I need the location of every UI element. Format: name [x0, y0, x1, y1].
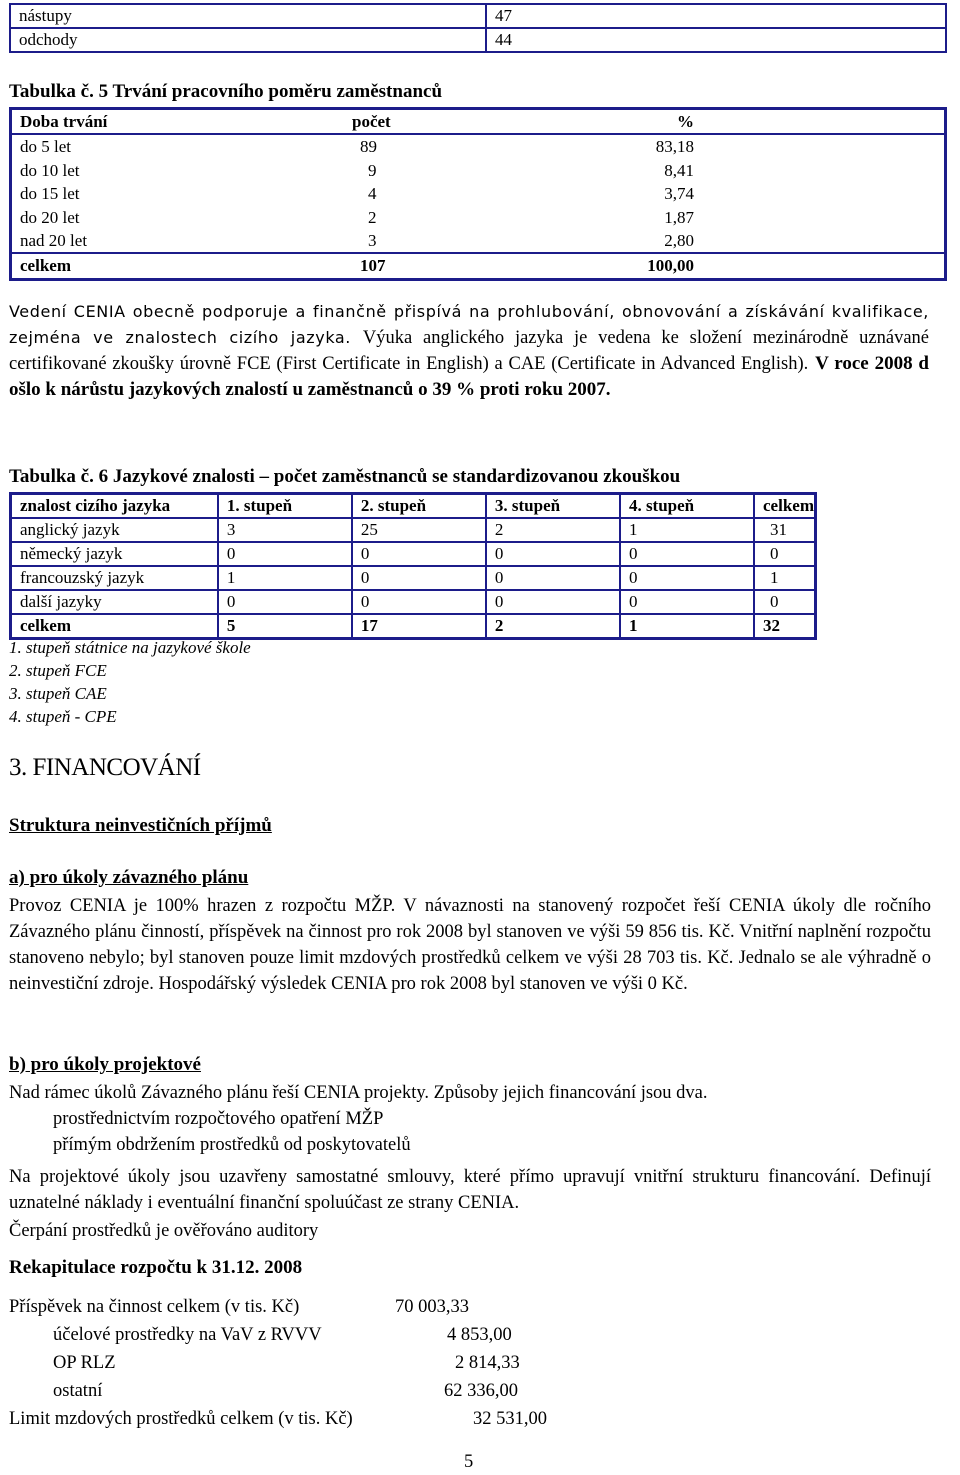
header-cell: počet [260, 109, 602, 135]
table-cell: 0 [620, 542, 754, 566]
list-item: prostřednictvím rozpočtového opatření MŽP [53, 1109, 384, 1129]
paragraph-bold-text: V roce 2008 d ošlo k nárůstu jazykových znalostí u zaměstnanců o 39 % proti roku 2007. [9, 353, 930, 400]
table5-title: Tabulka č. 5 Trvání pracovního poměru zaměstnanců [9, 81, 443, 102]
table-cell: 3 [218, 518, 352, 542]
limit-value: 32 531,00 [473, 1409, 547, 1429]
table-cell: německý jazyk [11, 542, 218, 566]
table-cell: celkem [11, 253, 261, 279]
recap-total-label: Příspěvek na činnost celkem (v tis. Kč) [9, 1297, 300, 1317]
table-cell: 0 [754, 590, 815, 614]
table-cell: další jazyky [11, 590, 218, 614]
table-cell: 5 [218, 614, 352, 639]
table-cell: 0 [754, 542, 815, 566]
table-cell: 9 [368, 160, 377, 180]
table-total-row [11, 253, 946, 279]
recap-item-label: ostatní [53, 1381, 103, 1401]
table-row [10, 28, 946, 52]
table-row [11, 518, 816, 542]
table-cell: 2,80 [664, 231, 694, 251]
language-skills-table [9, 492, 817, 640]
table-cell: nástupy [10, 4, 486, 28]
paragraph-text: Na projektové úkoly jsou uzavřeny samostatné smlouvy, které přímo upravují vnitřní strukturu financování. Definují uznatelné náklady i eventuální finanční spoluúčast ze strany CENIA. [9, 1167, 931, 1213]
note-line: 3. stupeň CAE [9, 684, 107, 703]
header-cell: 2. stupeň [352, 494, 486, 519]
table-row [11, 542, 816, 566]
table-row [11, 229, 946, 253]
table-cell: 1 [218, 566, 352, 590]
subsection-b-list [53, 1106, 411, 1158]
recap-item-label: OP RLZ [53, 1353, 116, 1373]
section-subtitle: Struktura neinvestičních příjmů [9, 815, 272, 836]
table-cell: 1 [620, 518, 754, 542]
header-cell: 3. stupeň [486, 494, 620, 519]
table-cell: odchody [10, 28, 486, 52]
section-title: 3. FINANCOVÁNÍ [9, 754, 201, 781]
table-cell: do 20 let [20, 207, 80, 227]
table-cell: 47 [486, 4, 946, 28]
table-cell: nad 20 let [20, 231, 88, 251]
paragraph-text: Výuka anglického jazyka je vedena ke složení mezinárodně uznávané certifikované zkoušky úrovně FCE (First Certificate in English) a CAE (Certificate in Advanced English). [9, 328, 930, 374]
header-cell: 1. stupeň [218, 494, 352, 519]
table-row [11, 159, 946, 182]
table-header-row [11, 109, 946, 135]
subsection-b-title: b) pro úkoly projektové [9, 1054, 201, 1075]
header-cell: znalost cizího jazyka [11, 494, 218, 519]
table-cell: do 5 let [20, 137, 71, 157]
table-cell: 44 [486, 28, 946, 52]
table-cell: 83,18 [655, 137, 694, 157]
table6-title: Tabulka č. 6 Jazykové znalosti – počet zaměstnanců se standardizovanou zkouškou [9, 466, 681, 487]
table-cell: 107 [260, 253, 602, 279]
table-cell: 32 [754, 614, 815, 639]
table-cell: anglický jazyk [11, 518, 218, 542]
table-row [11, 206, 946, 229]
table-cell: 2 [368, 207, 377, 227]
table-cell: do 10 let [20, 160, 80, 180]
paragraph-text: Vedení CENIA obecně podporuje a finančně přispívá na prohlubování, obnovování a získávání kvalifikace, zejména ve znalostech cizího jazyka. [9, 302, 929, 347]
recap-item-value: 4 853,00 [447, 1325, 512, 1345]
table-cell: 0 [486, 566, 620, 590]
table-cell: 0 [486, 590, 620, 614]
recap-item-value: 62 336,00 [444, 1381, 518, 1401]
table-cell: 89 [360, 137, 377, 157]
table-cell: 1,87 [664, 207, 694, 227]
table-cell: 0 [352, 590, 486, 614]
table-cell: 2 [486, 518, 620, 542]
table-cell: 100,00 [602, 253, 946, 279]
table-cell: 3 [368, 231, 377, 251]
list-item: přímým obdržením prostředků od poskytovatelů [53, 1135, 411, 1155]
table-row [10, 4, 946, 28]
staff-movement-table [9, 3, 947, 53]
header-cell: % [602, 109, 946, 135]
subsection-a-title: a) pro úkoly závazného plánu [9, 867, 249, 888]
table-cell: 0 [620, 566, 754, 590]
table-cell: 0 [218, 590, 352, 614]
subsection-a-text [9, 893, 931, 997]
language-paragraph [9, 299, 929, 403]
table-row [11, 182, 946, 205]
table-cell: francouzský jazyk [11, 566, 218, 590]
table-cell: 4 [368, 184, 377, 204]
recap-item-value: 2 814,33 [455, 1353, 520, 1373]
recap-item-label: účelové prostředky na VaV z RVVV [53, 1325, 322, 1345]
table-cell: 1 [754, 566, 815, 590]
header-cell: Doba trvání [11, 109, 261, 135]
subsection-b-text-last: Čerpání prostředků je ověřováno auditory [9, 1221, 319, 1241]
employment-duration-table [9, 107, 947, 281]
table-cell: 0 [218, 542, 352, 566]
subsection-b-text [9, 1164, 931, 1216]
header-cell: celkem [754, 494, 815, 519]
paragraph-text: Provoz CENIA je 100% hrazen z rozpočtu MŽP. V návaznosti na stanovený rozpočet řeší CENIA úkoly dle ročního Závazného plánu činností, příspěvek na činnost pro rok 2008 byl stanoven ve výši 59 856 tis. Kč. Vnitřní naplnění rozpočtu stanoveno nebylo; byl stanoven pouze limit mzdových prostředků celkem ve výši 28 703 tis. Kč. Jednalo se ale výhradně o neinvestiční zdroje. [9, 896, 931, 994]
table-cell: 0 [352, 566, 486, 590]
table-cell: 31 [754, 518, 815, 542]
table-cell: 1 [620, 614, 754, 639]
page-number: 5 [464, 1452, 474, 1472]
table-cell: 0 [486, 542, 620, 566]
table-cell: 25 [352, 518, 486, 542]
table-row [11, 134, 946, 158]
note-line: 2. stupeň FCE [9, 661, 107, 680]
paragraph-text: Hospodářský výsledek CENIA pro rok 2008 byl stanoven ve výši 0 Kč. [158, 974, 688, 994]
recap-total-value: 70 003,33 [395, 1297, 469, 1317]
header-cell: 4. stupeň [620, 494, 754, 519]
table-cell: 2 [486, 614, 620, 639]
table-cell: 0 [620, 590, 754, 614]
note-line: 4. stupeň - CPE [9, 707, 117, 726]
table-cell: 3,74 [664, 184, 694, 204]
table-cell: 8,41 [664, 160, 694, 180]
table-row [11, 590, 816, 614]
note-line: 1. stupeň státnice na jazykové škole [9, 638, 251, 657]
table-total-row [11, 614, 816, 639]
table-row [11, 566, 816, 590]
table-cell: celkem [11, 614, 218, 639]
table-cell: do 15 let [20, 184, 80, 204]
table-cell: 17 [352, 614, 486, 639]
table-cell: 0 [352, 542, 486, 566]
subsection-b-intro: Nad rámec úkolů Závazného plánu řeší CENIA projekty. Způsoby jejich financování jsou dva. [9, 1083, 708, 1103]
limit-label: Limit mzdových prostředků celkem (v tis. Kč) [9, 1409, 353, 1429]
table-header-row [11, 494, 816, 519]
recap-title: Rekapitulace rozpočtu k 31.12. 2008 [9, 1257, 303, 1278]
table6-notes [9, 636, 251, 728]
